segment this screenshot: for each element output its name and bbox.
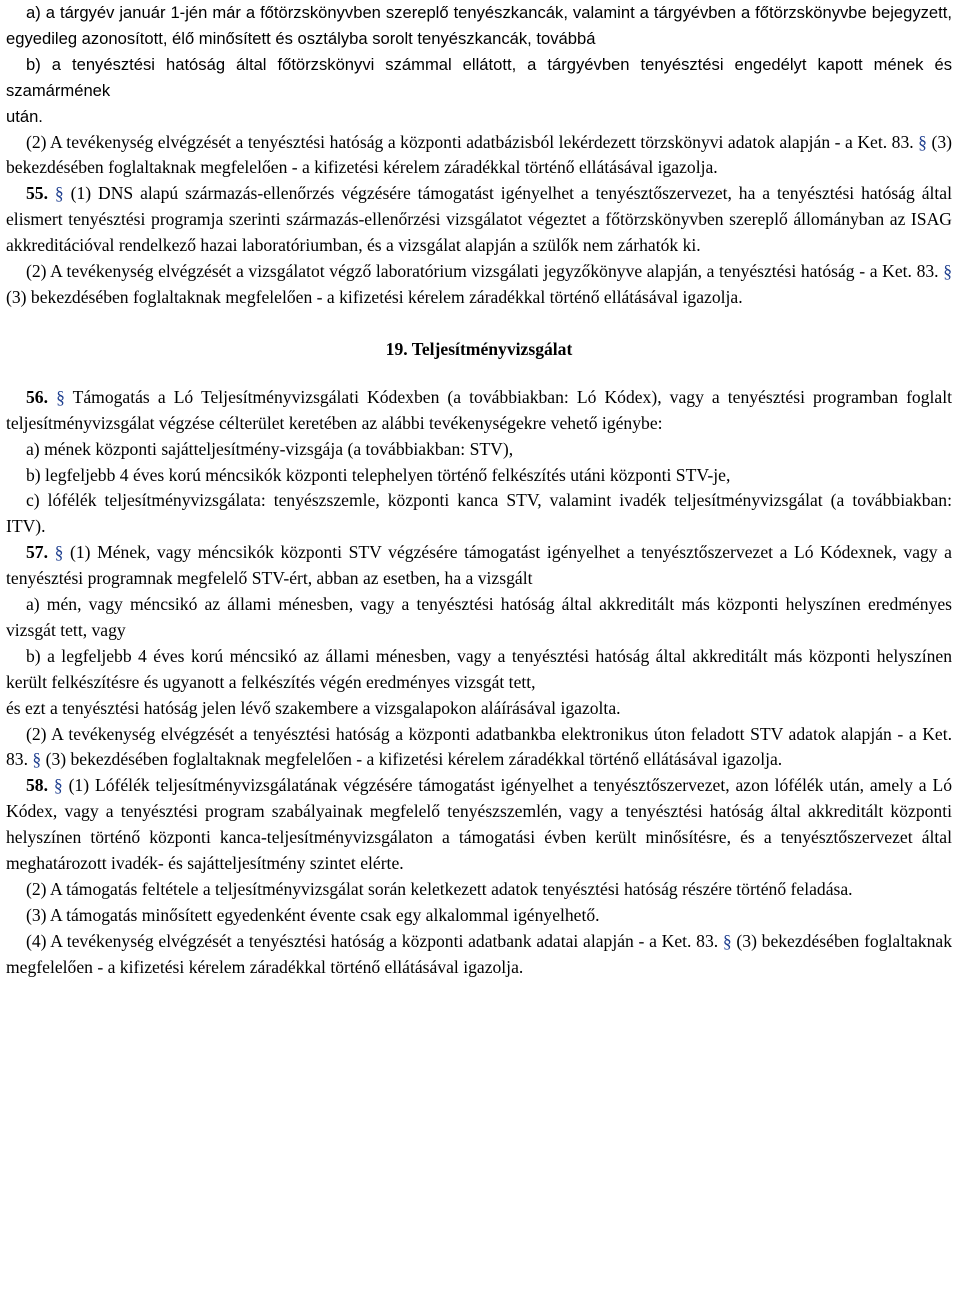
chapter-heading: 19. Teljesítményvizsgálat <box>385 338 573 359</box>
section-link[interactable]: § <box>943 261 952 282</box>
list-tail <box>6 104 952 130</box>
para-text: (2) A tevékenység elvégzését a tenyésztési hatóság a központi adatbankba elektronikus úton feladott STV adatok alapján - a Ket. 83. <box>6 723 952 770</box>
paragraph-tail: és ezt a tenyésztési hatóság jelen lévő szakembere a vizsgalapokon aláírásával igazolta. <box>6 697 621 718</box>
section-number: 58. <box>26 775 48 796</box>
section-link[interactable]: § <box>53 775 63 796</box>
section-58-1 <box>6 773 952 877</box>
paragraph-54-2 <box>6 130 952 182</box>
para-text: (3) bekezdésében foglaltaknak megfelelően - a kifizetési kérelem záradékkal történő ellátásával igazolja. <box>6 286 743 307</box>
top-section <box>6 0 952 130</box>
para-text: (1) DNS alapú származás-ellenőrzés végzésére támogatást igényelhet a tenyésztőszervezet, ha a tenyésztési hatóság által elismert tenyésztési programja szerinti származás-ellenőrzési vizsgálatot végeztet a főtörzskönyvben szereplő állományban az ISAG akkreditációval rendelkező hazai laboratóriumban, és a vizsgálat alapján a szülők nem zárhatók ki. <box>6 183 952 256</box>
list-item: a) mén, vagy méncsikó az állami ménesben, vagy a tenyésztési hatóság által akkreditált más központi helyszínen eredményes vizsgát tett, vagy <box>6 594 952 640</box>
section-link[interactable]: § <box>54 542 64 563</box>
list-text: után. <box>6 106 43 126</box>
list-item: b) legfeljebb 4 éves korú méncsikók központi telephelyen történő felkészítés utáni központi STV-je, <box>26 464 731 485</box>
list-item-a <box>6 0 952 52</box>
section-link[interactable]: § <box>722 930 732 951</box>
list-item: a) mének központi sajátteljesítmény-vizsgája (a továbbiakban: STV), <box>26 438 514 459</box>
list-text: a tenyésztési hatóság által főtörzskönyvi számmal ellátott, a tárgyévben tenyésztési engedélyt kapott mének és szamármének <box>6 54 952 100</box>
section-57-2 <box>6 722 952 774</box>
section-link[interactable]: § <box>56 386 65 407</box>
list-label: b) <box>26 54 41 74</box>
section-55-1 <box>6 181 952 259</box>
section-58-3: (3) A támogatás minősített egyedenként évente csak egy alkalommal igényelhető. <box>26 904 600 925</box>
main-section <box>6 130 952 981</box>
para-text: (4) A tevékenység elvégzését a tenyésztési hatóság a központi adatbank adatai alapján - a Ket. 83. <box>26 930 723 951</box>
section-number: 55. <box>26 183 48 204</box>
section-link[interactable]: § <box>32 749 42 770</box>
list-text: a tárgyév január 1-jén már a főtörzskönyvben szereplő tenyészkancák, valamint a tárgyévben a főtörzskönyvbe bejegyzett, egyedileg azonosított, élő minősített és osztályba sorolt tenyészkancák, továbbá <box>6 3 952 48</box>
para-text: (2) A tevékenység elvégzését a tenyésztési hatóság a központi adatbázisból lekérdezett törzskönyvi adatok alapján - a Ket. 83. <box>26 131 919 152</box>
section-number: 56. <box>26 386 48 407</box>
list-item: c) lófélék teljesítményvizsgálata: tenyészszemle, központi kanca STV, valamint ivadék teljesítményvizsgálat (a továbbiakban: ITV). <box>6 490 952 537</box>
section-58-4 <box>6 929 952 981</box>
section-55-2 <box>6 259 952 311</box>
para-text: (2) A tevékenység elvégzését a vizsgálatot végző laboratórium vizsgálati jegyzőkönyve alapján, a tenyésztési hatóság - a Ket. 83. <box>26 261 944 282</box>
para-text: Támogatás a Ló Teljesítményvizsgálati Kódexben (a továbbiakban: Ló Kódex), vagy a tenyésztési programban foglalt teljesítményvizsgálat végzése célterület keretében az alábbi tevékenységekre vehető igénybe: <box>6 386 952 433</box>
list-item: b) a legfeljebb 4 éves korú méncsikó az állami ménesben, vagy a tenyésztési hatóság által akkreditált más központi helyszínen került felkészítésre és ugyanott a felkészítés végén eredményes vizsgát tett, <box>6 645 952 692</box>
para-text: (3) bekezdésében foglaltaknak megfelelően - a kifizetési kérelem záradékkal történő ellátásával igazolja. <box>6 930 952 977</box>
para-text: (3) bekezdésében foglaltaknak megfelelően - a kifizetési kérelem záradékkal történő ellátásával igazolja. <box>41 749 783 770</box>
section-57-1 <box>6 540 952 592</box>
list-item-b <box>6 52 952 104</box>
para-text: (3) bekezdésében foglaltaknak megfelelően - a kifizetési kérelem záradékkal történő ellátásával igazolja. <box>6 131 952 178</box>
section-link[interactable]: § <box>918 131 927 152</box>
section-56 <box>6 385 952 437</box>
para-text: (1) Lófélék teljesítményvizsgálatának végzésére támogatást igényelhet a tenyésztőszervezet, azon lófélék után, amely a Ló Kódex, vagy a tenyésztési program szabályainak megfelelő tenyészszemlén, vagy a tenyésztési hatóság által akkreditált központi helyszínen történő központi kanca-teljesítményvizsgálaton a támogatási évben került minősítésre, és a tenyésztőszervezet által meghatározott ivadék- és sajátteljesítmény szintet elérte. <box>6 775 952 874</box>
list-label: a) <box>26 3 41 22</box>
section-number: 57. <box>26 542 48 563</box>
para-text: (1) Mének, vagy méncsikók központi STV végzésére támogatást igényelhet a tenyésztőszervezet a Ló Kódexnek, vagy a tenyésztési programnak megfelelő STV-ért, abban az esetben, ha a vizsgált <box>6 542 952 589</box>
section-58-2: (2) A támogatás feltétele a teljesítményvizsgálat során keletkezett adatok tenyésztési hatóság részére történő feladása. <box>26 879 853 899</box>
section-link[interactable]: § <box>54 183 64 204</box>
